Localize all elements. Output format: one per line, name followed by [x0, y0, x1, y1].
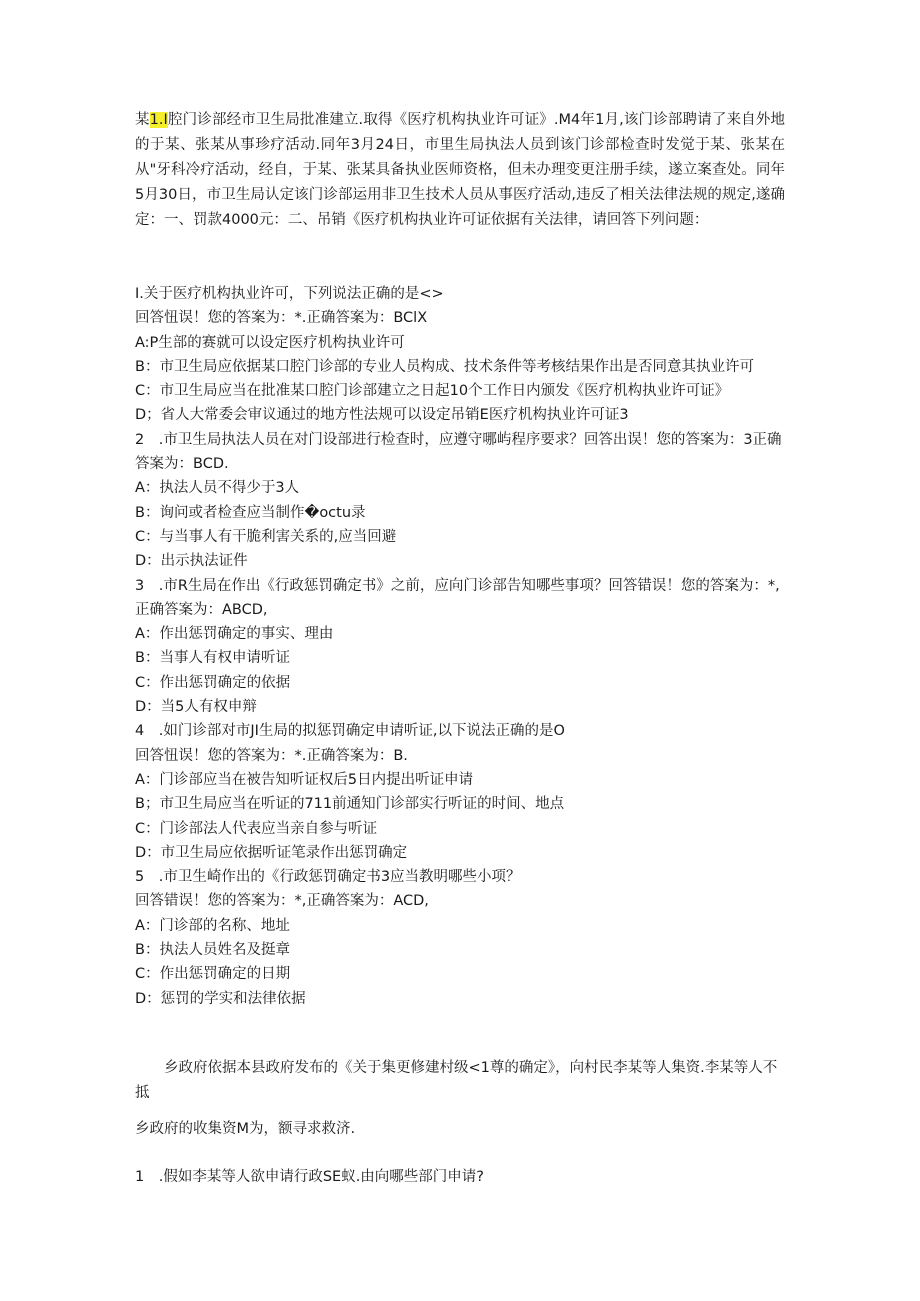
option-2c: C：与当事人有干脆利害关系的,应当回避 [135, 528, 397, 545]
question-4: 4 .如门诊部对市JI生局的拟惩罚确定申请听证,以下说法正确的是O [135, 723, 565, 740]
option-1a: A:P生部的赛就可以设定医疗机构执业许可 [135, 334, 405, 351]
option-4d: D：市卫生局应依据听证笔录作出惩罚确定 [135, 844, 408, 861]
question-2: 2 .市卫生局执法人员在对门设部进行检查时，应遵守哪屿程序要求？回答出误！您的答案为：3正确答案为：BCD. [135, 431, 782, 473]
case-intro-paragraph [135, 108, 785, 233]
answer-feedback-4: 回答忸误！您的答案为：*.正确答案为：B. [135, 747, 408, 764]
second-case-paragraph: 乡政府依据本县政府发布的《关于集更修建村级<1尊的确定》，向村民李某等人集资.李某等人不抵 [135, 1060, 778, 1101]
option-1b: B：市卫生局应依据某口腔门诊部的专业人员构成、技术条件等考核结果作出是否同意其执业许可 [135, 358, 754, 375]
answer-feedback-1: 回答忸误！您的答案为：*.正确答案为：BClX [135, 310, 428, 327]
second-case-continuation: 乡政府的收集资M为，额寻求救济. [135, 1121, 356, 1137]
option-3b: B：当事人有权申请听证 [135, 650, 290, 667]
second-case-question-1: 1 .假如李某等人欲申请行政SE蚁.由向哪些部门申请? [135, 1169, 485, 1185]
highlighted-text: 1.I [149, 112, 168, 128]
question-1: I.关于医疗机构执业许可，下列说法正确的是<> [135, 286, 444, 302]
option-3c: C：作出惩罚确定的依据 [135, 674, 291, 691]
option-3a: A：作出惩罚确定的事实、理由 [135, 626, 334, 643]
option-5b: B：执法人员姓名及挺章 [135, 942, 290, 959]
option-5a: A：门诊部的名称、地址 [135, 917, 290, 934]
question-3: 3 .市R生局在作出《行政惩罚确定书》之前，应向门诊部告知哪些事项？回答错误！您的答案为：*,正确答案为：ABCD, [135, 577, 780, 618]
option-2d: D：出示执法证件 [135, 553, 248, 570]
option-1c: C：市卫生局应当在批准某口腔门诊部建立之日起10个工作日内颁发《医疗机构执业许可证》 [135, 383, 730, 400]
option-2b: B：询问或者检查应当制作�octu录 [135, 504, 366, 521]
question-list [135, 282, 785, 1011]
answer-feedback-5: 回答错误！您的答案为：*,正确答案为：ACD, [135, 893, 429, 910]
option-3d: D：当5人有权申辩 [135, 699, 257, 716]
option-4b: B；市卫生局应当在听证的711前通知门诊部实行听证的时间、地点 [135, 796, 565, 813]
intro-text: 腔门诊部经市卫生局批准建立.取得《医疗机构执业许可证》.M4年1月,该门诊部聘请了来自外地的于某、张某从事珍疗活动.同年3月24日，市里生局执法人员到该门诊部检查时发觉于某、张某在从"牙科冷疗活动，经自，于某、张某具备执业医师资格，但未办理变更注册手续，遂立案查处。同年5月30日，市卫生局认定该门诊部运用非卫生技术人员从事医疗活动,违反了相关法律法规的规定,遂确定：一、罚款4000元：二、吊销《医疗机构执业许可证依据有关法律，请回答下列问题： [135, 112, 785, 228]
option-5c: C：作出惩罚确定的日期 [135, 966, 291, 983]
option-4c: C：门诊部法人代表应当亲自参与听证 [135, 820, 378, 837]
question-5: 5 .市卫生崎作出的《行政惩罚确定书3应当教明哪些小项？ [135, 869, 521, 886]
option-4a: A：门诊部应当在被告知听证权后5日内提出听证申请 [135, 771, 474, 788]
option-2a: A：执法人员不得少于3人 [135, 480, 300, 497]
option-1d: D；省人大常委会审议通过的地方性法规可以设定吊销E医疗机构执业许可证3 [135, 407, 629, 424]
option-5d: D：惩罚的学实和法律依据 [135, 990, 306, 1007]
intro-lead: 某 [135, 112, 150, 128]
